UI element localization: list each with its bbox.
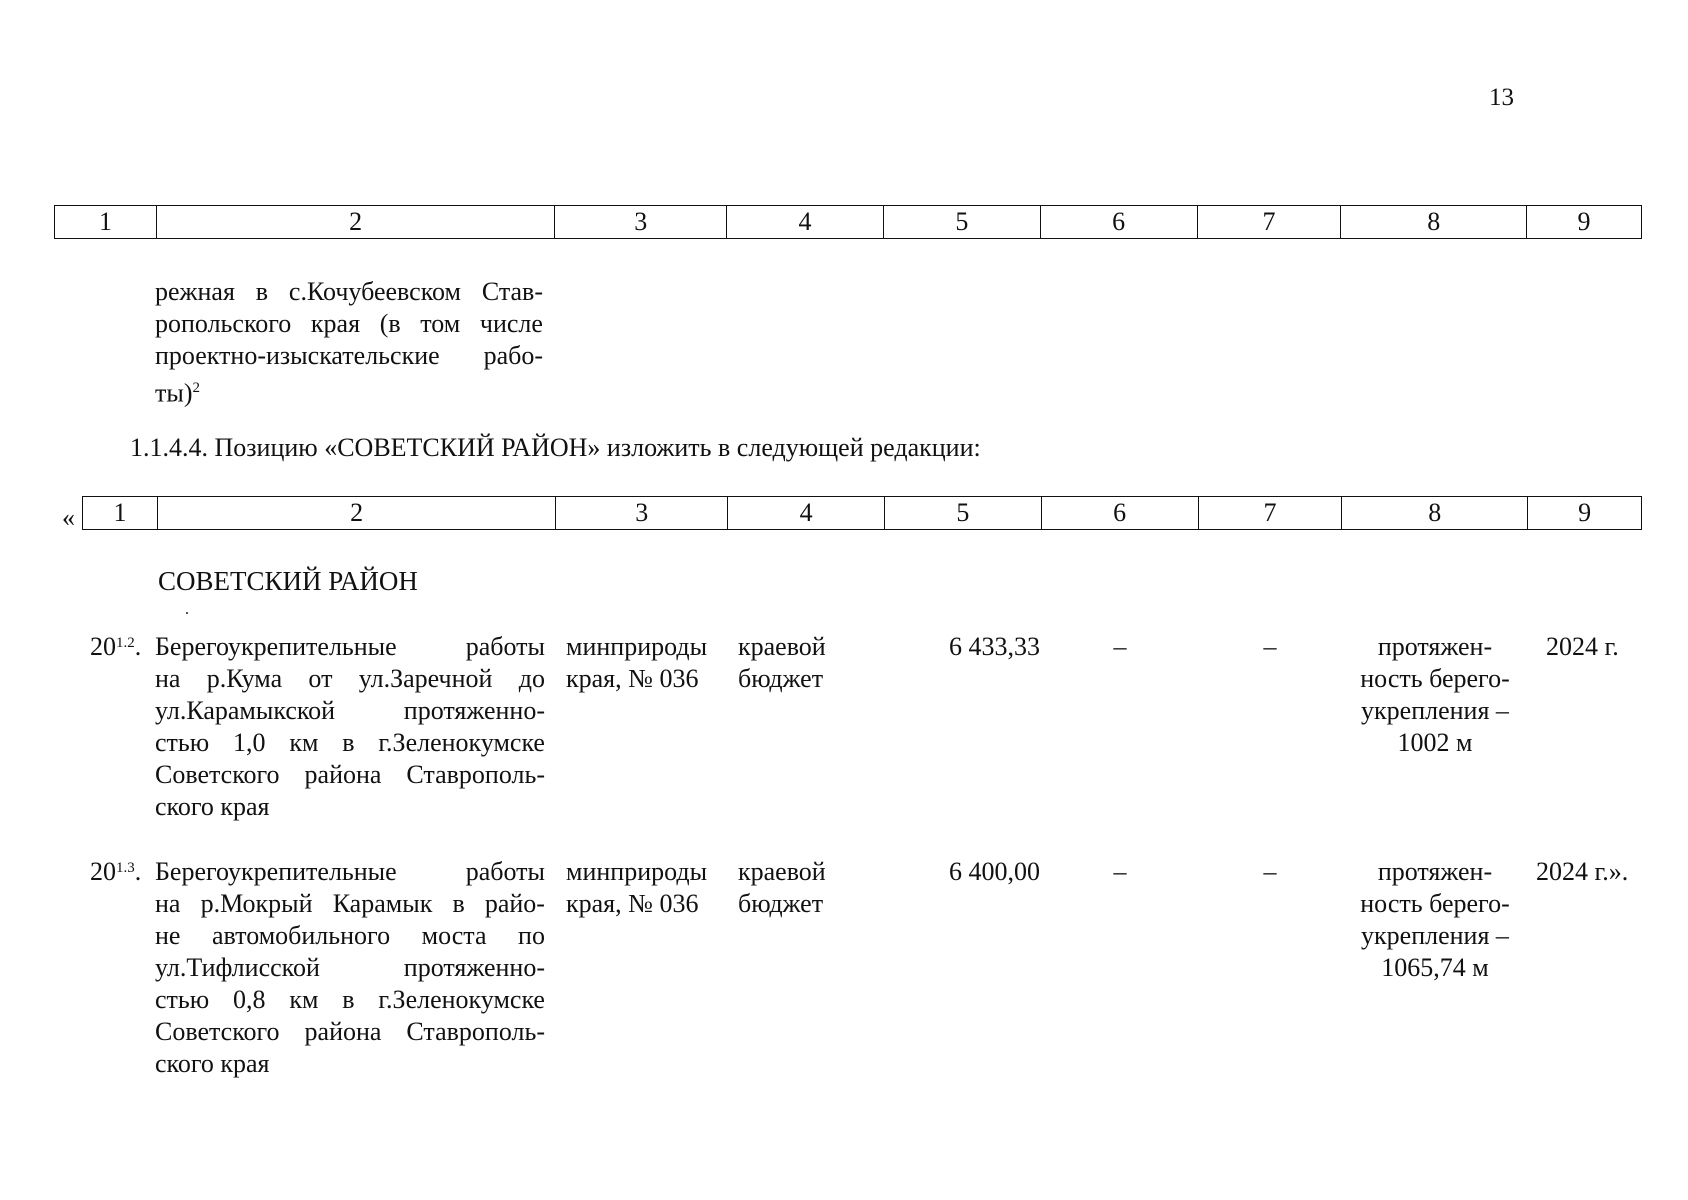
word: района <box>304 760 382 789</box>
row-name: Берегоукрепительные работы на р.Кума от ул.Заречной до ул.Карамыкской протяженно- стью 1,0 км в г.Зеленокумске Советского района Ставрополь- ского края <box>155 632 545 821</box>
row-amount: 6 400,00 <box>949 857 1040 886</box>
word: 1,0 <box>233 728 266 757</box>
word: стью <box>155 985 210 1014</box>
row-col6: – <box>1113 632 1127 661</box>
header-cell: 5 <box>884 497 1041 529</box>
word: автомобильного <box>212 921 391 950</box>
word: Ставрополь- <box>406 760 545 789</box>
header-cell: 8 <box>1341 497 1527 529</box>
header-cell: 9 <box>1526 206 1641 238</box>
column-header-row-2 <box>82 496 1642 530</box>
word: режная <box>155 277 235 306</box>
scan-speck <box>186 612 188 614</box>
word: г.Зеленокумске <box>378 985 545 1014</box>
amendment-paragraph: 1.1.4.4. Позицию «СОВЕТСКИЙ РАЙОН» изложить в следующей редакции: <box>130 433 981 462</box>
page-number: 13 <box>1489 84 1514 111</box>
word: моста <box>421 921 487 950</box>
header-cell: 4 <box>726 206 883 238</box>
header-cell: 2 <box>156 206 555 238</box>
word: работы <box>465 857 545 886</box>
header-cell: 9 <box>1527 497 1641 529</box>
word: км <box>289 728 319 757</box>
word: том <box>420 309 461 338</box>
header-cell: 4 <box>727 497 884 529</box>
word: числе <box>479 309 543 338</box>
word: Ставрополь- <box>406 1017 545 1046</box>
header-cell: 1 <box>98 207 112 236</box>
continuation-text <box>155 276 543 410</box>
row-result: протяжен- ность берего- укрепления – 1065,74 м <box>1360 857 1510 982</box>
header-cell: 6 <box>1040 206 1197 238</box>
header-cell: 3 <box>555 497 727 529</box>
word: края <box>310 309 361 338</box>
word: км <box>289 985 319 1014</box>
word: на <box>155 889 181 918</box>
row-year: 2024 г. <box>1546 632 1619 661</box>
word: по <box>518 921 545 950</box>
footnote-marker: 2 <box>192 380 200 396</box>
word: Советского <box>155 760 280 789</box>
word: в <box>342 728 355 757</box>
header-cell: 7 <box>1198 497 1342 529</box>
word: Став- <box>481 277 543 306</box>
row-col7: – <box>1263 857 1277 886</box>
word: в <box>342 985 355 1014</box>
text-line <box>155 308 543 340</box>
word: проектно-изыскательские <box>155 341 440 370</box>
header-cell: 1 <box>113 498 127 527</box>
row-funding-source: краевой бюджет <box>738 632 826 693</box>
word: г.Зеленокумске <box>378 728 545 757</box>
word: от <box>308 664 333 693</box>
column-header-row-1 <box>54 205 1642 239</box>
word: Карамык <box>332 889 433 918</box>
row-col7: – <box>1263 632 1277 661</box>
opening-quote: « <box>62 503 75 532</box>
header-cell: 2 <box>157 497 555 529</box>
word: р.Кума <box>206 664 283 693</box>
word: 0,8 <box>233 985 266 1014</box>
word: с.Кочубеевском <box>288 277 461 306</box>
word: р.Мокрый <box>200 889 313 918</box>
section-title: СОВЕТСКИЙ РАЙОН <box>158 566 418 596</box>
word: протяженно- <box>403 953 545 982</box>
word: Берегоукрепительные <box>155 857 397 886</box>
row-funding-source: краевой бюджет <box>738 857 826 918</box>
word: в <box>452 889 465 918</box>
word: Берегоукрепительные <box>155 632 397 661</box>
word: ул.Карамыкской <box>155 696 336 725</box>
word: ропольского <box>155 309 292 338</box>
row-name: Берегоукрепительные работы на р.Мокрый Карамык в райо- не автомобильного моста по ул.Тифлисской протяженно- стью 0,8 км в г.Зеленокумске Советского района Ставрополь- ского края <box>155 857 545 1078</box>
header-cell: 6 <box>1041 497 1198 529</box>
row-number: $20^{1.2}$. <box>90 632 142 661</box>
header-cell: 3 <box>554 206 726 238</box>
word: (в <box>379 309 401 338</box>
word: стью <box>155 728 210 757</box>
text-line: ты)$^2$ <box>155 378 200 408</box>
row-executor: минприроды края, № 036 <box>566 632 708 693</box>
word: до <box>518 664 545 693</box>
row-col6: – <box>1113 857 1127 886</box>
row-year: 2024 г.». <box>1536 857 1629 886</box>
word: Советского <box>155 1017 280 1046</box>
text-line <box>155 340 543 372</box>
word: протяженно- <box>403 696 545 725</box>
header-cell: 5 <box>883 206 1040 238</box>
word: района <box>304 1017 382 1046</box>
row-result: протяжен- ность берего- укрепления – 1002 м <box>1360 632 1510 757</box>
text-line <box>155 276 543 308</box>
header-cell: 7 <box>1197 206 1341 238</box>
word: райо- <box>484 889 545 918</box>
header-cell: 8 <box>1340 206 1526 238</box>
row-number: $20^{1.3}$. <box>90 857 142 886</box>
word: работы <box>465 632 545 661</box>
word: в <box>255 277 269 306</box>
word: рабо- <box>483 341 543 370</box>
word: на <box>155 664 181 693</box>
word: ул.Тифлисской <box>155 953 320 982</box>
word: ул.Заречной <box>358 664 493 693</box>
word: не <box>155 921 181 950</box>
row-executor: минприроды края, № 036 <box>566 857 708 918</box>
row-amount: 6 433,33 <box>949 632 1040 661</box>
